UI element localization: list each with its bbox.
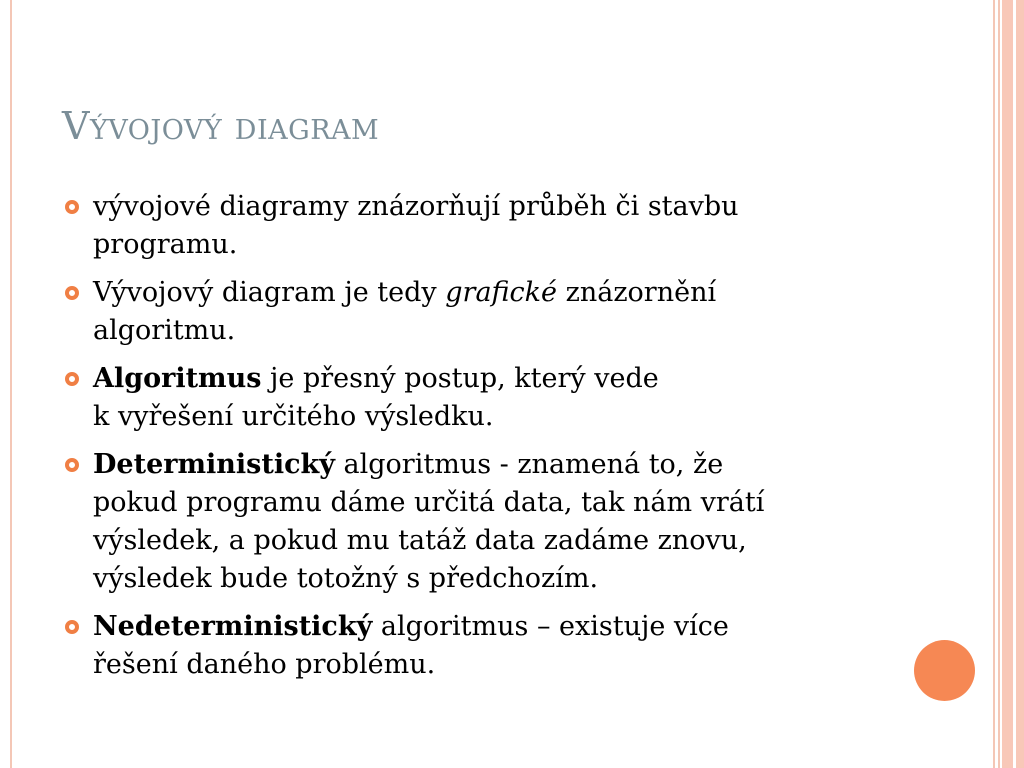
bullet-item (62, 446, 922, 598)
left-frame-line (10, 0, 12, 768)
bullet-text: znázornění (557, 277, 717, 308)
bullet-line: výsledek, a pokud mu tatáž data zadáme znovu, (93, 525, 747, 556)
bullet-item (62, 188, 922, 264)
right-frame-stripe (1013, 0, 1016, 768)
bullet-item (62, 608, 922, 684)
bullet-line (93, 446, 922, 484)
bullet-circle-icon (65, 372, 79, 386)
bullet-line: výsledek bude totožný s předchozím. (93, 563, 599, 594)
decorative-circle (914, 640, 975, 701)
bold-term: Nedeterministický (93, 611, 373, 642)
bullet-line: algoritmu. (93, 315, 236, 346)
bullet-line (93, 608, 922, 646)
bullet-text: algoritmus - znamená to, že (334, 449, 724, 480)
bullet-line (93, 274, 922, 312)
slide-title: Vývojový diagram (62, 104, 380, 148)
emphasized-term: grafické (445, 277, 558, 308)
bullet-text: algoritmus – existuje více (372, 611, 729, 642)
bullet-line: vývojové diagramy znázorňují průběh či stavbu (93, 191, 739, 222)
right-frame-line-1 (998, 0, 1000, 768)
bullet-line: pokud programu dáme určitá data, tak nám vrátí (93, 487, 765, 518)
bold-term: Algoritmus (93, 363, 262, 394)
bullet-line: k vyřešení určitého výsledku. (93, 401, 494, 432)
bullet-circle-icon (65, 286, 79, 300)
bullet-item (62, 360, 922, 436)
bullet-text: Vývojový diagram je tedy (93, 277, 446, 308)
bold-term: Deterministický (93, 449, 335, 480)
bullet-circle-icon (65, 200, 79, 214)
bullet-line: programu. (93, 229, 238, 260)
right-frame-line-2 (993, 0, 995, 768)
bullet-text: je přesný postup, který vede (261, 363, 659, 394)
bullet-list (62, 188, 922, 694)
bullet-line (93, 360, 922, 398)
bullet-item (62, 274, 922, 350)
bullet-circle-icon (65, 458, 79, 472)
bullet-circle-icon (65, 620, 79, 634)
bullet-line: řešení daného problému. (93, 649, 436, 680)
